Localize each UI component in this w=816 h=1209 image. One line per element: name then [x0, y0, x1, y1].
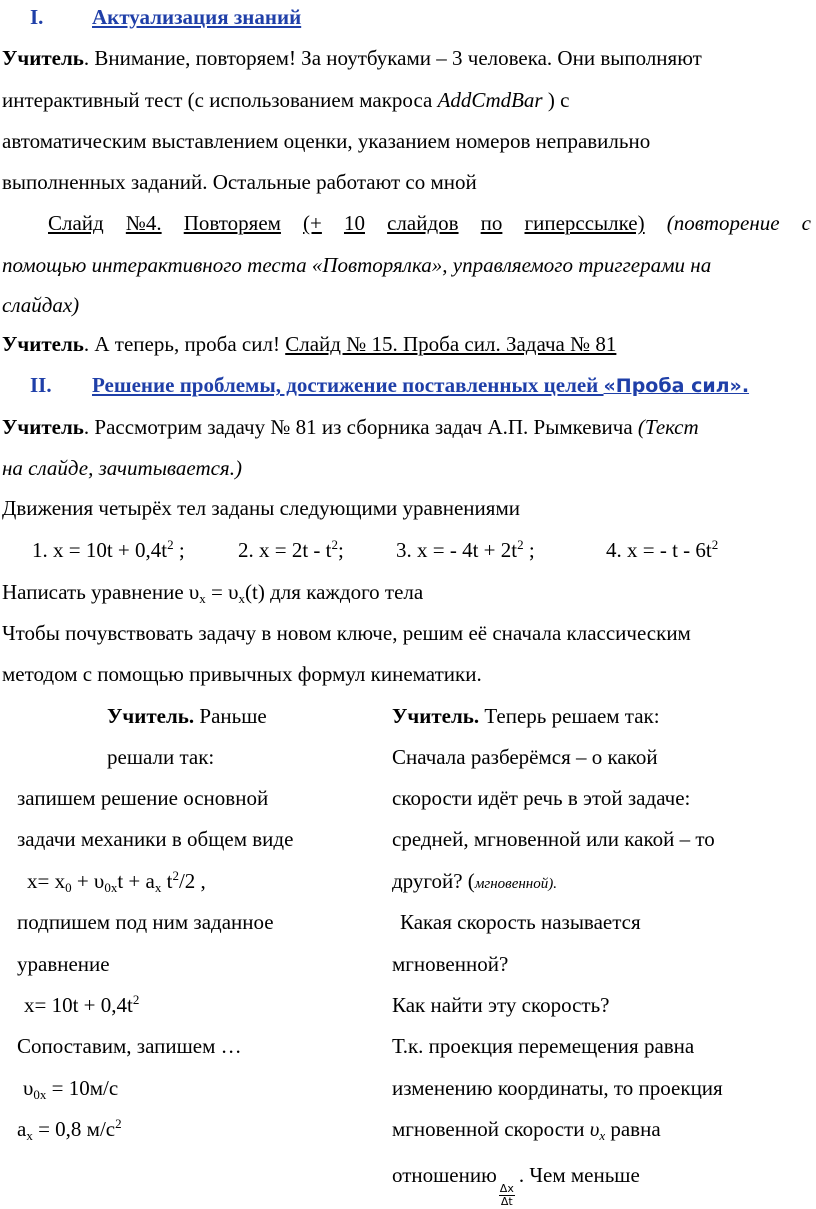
- paragraph-3-line-1: [2, 414, 699, 440]
- exponent: 2: [115, 1116, 122, 1131]
- left-column-line-2: решали так:: [107, 745, 215, 769]
- paragraph-2: [2, 331, 616, 357]
- speaker-label: Учитель.: [392, 704, 480, 728]
- paragraph-5: [2, 579, 423, 605]
- left-column-line-4: задачи механики в общем виде: [17, 827, 294, 851]
- slide-4-line-1: [48, 210, 811, 236]
- subscript: x: [154, 880, 162, 895]
- right-column-line-8: Как найти эту скорость?: [392, 993, 610, 1017]
- left-formula-acceleration: [17, 1116, 122, 1142]
- right-column-line-1: [392, 703, 660, 729]
- section-2-title: Решение проблемы, достижение поставленных целей: [92, 373, 604, 397]
- text: t: [161, 869, 173, 893]
- speaker-label: Учитель.: [107, 704, 195, 728]
- text: a: [17, 1117, 27, 1141]
- exponent: 2: [132, 992, 140, 1007]
- paragraph-6-line-2: методом с помощью привычных формул кинематики.: [2, 662, 482, 686]
- section-2-number: II.: [30, 373, 52, 397]
- text: = 0,8 м/с: [32, 1117, 116, 1141]
- text: Написать уравнение: [2, 580, 189, 604]
- right-column-line-6: Какая скорость называется: [400, 910, 641, 934]
- left-column-line-1: [107, 703, 267, 729]
- word: №4.: [125, 211, 162, 235]
- text: x= x: [27, 869, 66, 893]
- paragraph-1-line-4: выполненных заданий. Остальные работают со мной: [2, 170, 477, 194]
- word: слайдов: [387, 211, 459, 235]
- word: (+: [303, 211, 322, 235]
- equations-row: [0, 537, 816, 567]
- text: . Чем меньше: [518, 1163, 640, 1187]
- text: ) с: [542, 88, 570, 112]
- exponent: 2: [331, 537, 339, 552]
- text: 1. x = 10t + 0,4t: [32, 538, 168, 562]
- left-column-line-6: подпишем под ним заданное: [17, 910, 274, 934]
- word: (повторение: [666, 211, 780, 235]
- equation-2: [238, 537, 344, 563]
- right-column-line-7: мгновенной?: [392, 952, 509, 976]
- right-column-line-4: средней, мгновенной или какой – то: [392, 827, 715, 851]
- subscript: x: [199, 591, 206, 606]
- delta-fraction: [499, 1183, 515, 1208]
- left-formula-velocity: [23, 1075, 118, 1101]
- symbol: υ: [188, 580, 200, 604]
- section-2-heading: [30, 372, 749, 399]
- exponent: 2: [167, 537, 174, 552]
- word: с: [801, 211, 811, 235]
- exponent: 2: [172, 868, 179, 883]
- paragraph-3-line-2: на слайде, зачитывается.): [2, 456, 242, 480]
- text: 3. x = - 4t + 2t: [396, 538, 518, 562]
- text: равна: [605, 1117, 661, 1141]
- paragraph-1-line-2: [2, 87, 569, 113]
- fraction-numerator: Δx: [499, 1182, 514, 1195]
- text: = 10м/с: [46, 1076, 119, 1100]
- macro-name: AddCmdBar: [437, 88, 543, 112]
- speaker-label: Учитель: [2, 46, 84, 70]
- paragraph-1-line-3: автоматическим выставлением оценки, указанием номеров неправильно: [2, 129, 651, 153]
- right-column-line-2: Сначала разберёмся – о какой: [392, 745, 658, 769]
- slide-4-line-3: слайдах): [2, 293, 80, 317]
- text: (Текст: [637, 415, 699, 439]
- text: ;: [523, 538, 535, 562]
- text: (t) для каждого тела: [245, 580, 424, 604]
- text: x= 10t + 0,4t: [24, 993, 133, 1017]
- text: 2. x = 2t - t: [238, 538, 332, 562]
- subscript: 0x: [104, 880, 118, 895]
- section-2-title-quote: «Проба сил».: [603, 375, 750, 397]
- text: ;: [173, 538, 185, 562]
- text: интерактивный тест (с использованием макроса: [2, 88, 438, 112]
- text: = υ: [205, 580, 239, 604]
- text: мгновенной скорости: [392, 1117, 590, 1141]
- word: по: [480, 211, 503, 235]
- equation-4: [606, 537, 718, 563]
- paragraph-4: Движения четырёх тел заданы следующими уравнениями: [2, 496, 520, 520]
- velocity-symbol: υ: [589, 1117, 600, 1141]
- text: ;: [338, 538, 344, 562]
- right-column-line-12: [392, 1162, 640, 1208]
- word: Повторяем: [183, 211, 281, 235]
- word: 10: [343, 211, 365, 235]
- fraction-denominator: Δt: [500, 1195, 513, 1208]
- text: другой? (: [392, 869, 475, 893]
- text: Теперь решаем так:: [479, 704, 660, 728]
- slide-15-link: Слайд № 15. Проба сил. Задача № 81: [285, 332, 617, 356]
- exponent: 2: [711, 537, 719, 552]
- right-column-line-11: [392, 1116, 661, 1142]
- equation-1: [32, 537, 185, 563]
- symbol: υ: [23, 1076, 34, 1100]
- section-1-number: I.: [30, 5, 44, 29]
- subscript: x: [26, 1128, 33, 1143]
- left-formula-general: [27, 868, 206, 894]
- left-formula-given: [24, 992, 139, 1018]
- text: отношению: [392, 1163, 497, 1187]
- right-column-line-3: скорости идёт речь в этой задаче:: [392, 786, 691, 810]
- left-column-line-9: Сопоставим, запишем …: [17, 1034, 242, 1058]
- text: 4. x = - t - 6t: [606, 538, 712, 562]
- paragraph-6-line-1: Чтобы почувствовать задачу в новом ключе, решим её сначала классическим: [2, 621, 691, 645]
- section-1-heading: [30, 4, 301, 30]
- left-column-line-3: запишем решение основной: [17, 786, 269, 810]
- subscript: x: [238, 591, 246, 606]
- answer-text: мгновенной).: [474, 876, 557, 892]
- word: Слайд: [48, 211, 104, 235]
- equation-3: [396, 537, 535, 563]
- speaker-label: Учитель: [2, 332, 84, 356]
- text: . Рассмотрим задачу № 81 из сборника задач А.П. Рымкевича: [83, 415, 638, 439]
- text: Раньше: [194, 704, 267, 728]
- section-1-title: Актуализация знаний: [92, 5, 302, 29]
- exponent: 2: [517, 537, 524, 552]
- left-column-line-7: уравнение: [17, 952, 110, 976]
- text: t + a: [117, 869, 155, 893]
- paragraph-1-line-1: [2, 45, 702, 71]
- word: гиперссылке): [524, 211, 645, 235]
- subscript: x: [599, 1128, 606, 1143]
- right-column-line-5: [392, 868, 557, 897]
- text: . А теперь, проба сил!: [83, 332, 286, 356]
- subscript: 0: [65, 880, 72, 895]
- speaker-label: Учитель: [2, 415, 84, 439]
- subscript: 0x: [33, 1087, 47, 1102]
- right-column-line-9: Т.к. проекция перемещения равна: [392, 1034, 695, 1058]
- text: + υ: [71, 869, 105, 893]
- slide-4-line-2: помощью интерактивного теста «Повторялка», управляемого триггерами на: [2, 253, 712, 277]
- right-column-line-10: изменению координаты, то проекция: [392, 1076, 723, 1100]
- text: /2 ,: [178, 869, 206, 893]
- text: . Внимание, повторяем! За ноутбуками – 3 человека. Они выполняют: [83, 46, 702, 70]
